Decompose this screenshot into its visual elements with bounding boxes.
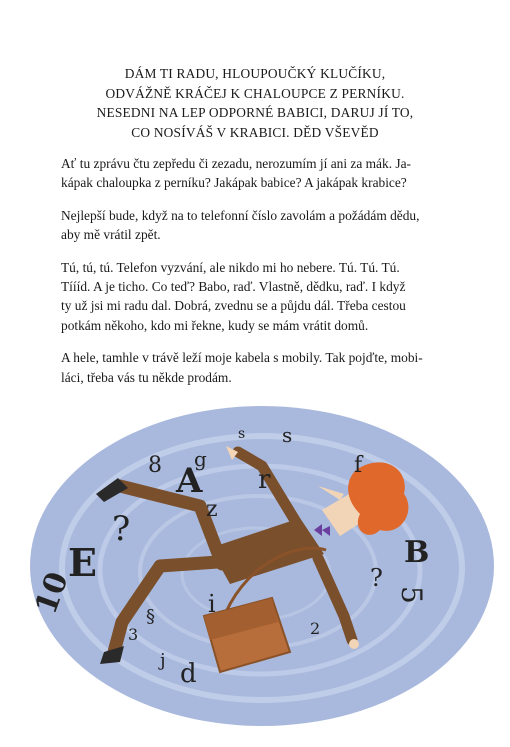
flying-letter: f [354,453,363,478]
flying-letter: ? [370,564,383,592]
flying-letter: i [208,590,216,618]
flying-letter: z [206,497,218,522]
flying-letter: 10 [28,567,76,619]
flying-letter: 3 [128,625,139,644]
flying-letter: g [194,447,207,471]
flying-letter: s [238,426,246,442]
text-line: Tú, tú, tú. Telefon vyzvání, ale nikdo mi ho nebere. Tú. Tú. Tú. [61,259,400,275]
heading-line: CO NOSÍVÁŠ V KRABICI. DĚD VŠEVĚD [131,124,379,140]
text-line: ty už jsi mi radu dal. Dobrá, zvednu se a půjdu dál. Třeba cestou [61,298,406,314]
illustration-svg [0,390,510,747]
hand-icon [349,639,359,649]
flying-letter: § [146,606,155,627]
heading-line: DÁM TI RADU, HLOUPOUČKÝ KLUČÍKU, [124,66,386,81]
text-line: Ať tu zprávu čtu zepředu či zezadu, nerozumím jí ani za mák. Ja- [61,156,412,171]
story-text [61,154,453,400]
text-line: potkám někoho, kdo mi řekne, kudy se mám vrátit domů. [61,317,369,333]
flying-letter: 8 [148,453,162,478]
paragraph [61,154,453,193]
flying-letter: d [180,659,197,689]
text-line: Tíííd. A je ticho. Co teď? Babo, raď. Vlastně, dědku, raď. I když [61,279,406,295]
paragraph [61,348,453,387]
flying-letter: E [68,540,97,585]
flying-letter: B [404,535,430,570]
text-line: Nejlepší bude, když na to telefonní číslo zavolám a požádám dědu, [61,207,420,223]
heading-line: NESEDNI NA LEP ODPORNÉ BABICI, DARUJ JÍ TO, [96,105,414,121]
whirlwind-illustration [0,390,510,747]
flying-letter: s [282,423,293,447]
text-line: A hele, tamhle v trávě leží moje kabela s mobily. Tak pojďte, mobi- [61,350,423,366]
paragraph [61,206,453,245]
message-heading [40,64,470,142]
text-line: kápak chaloupka z perníku? Jakápak babice? A jakápak krabice? [61,175,407,191]
flying-letter: j [160,650,166,671]
flying-letter: r [258,465,271,495]
text-line: láci, třeba vás tu někde prodám. [61,369,232,385]
flying-letter: 2 [310,619,321,638]
flying-letter: 5 [395,586,428,604]
heading-line: ODVÁŽNĚ KRÁČEJ K CHALOUPCE Z PERNÍKU. [105,85,405,101]
flying-letter: A [176,461,203,501]
text-line: aby mě vrátil zpět. [61,227,161,243]
paragraph [61,258,453,336]
flying-letter: ? [112,509,131,549]
